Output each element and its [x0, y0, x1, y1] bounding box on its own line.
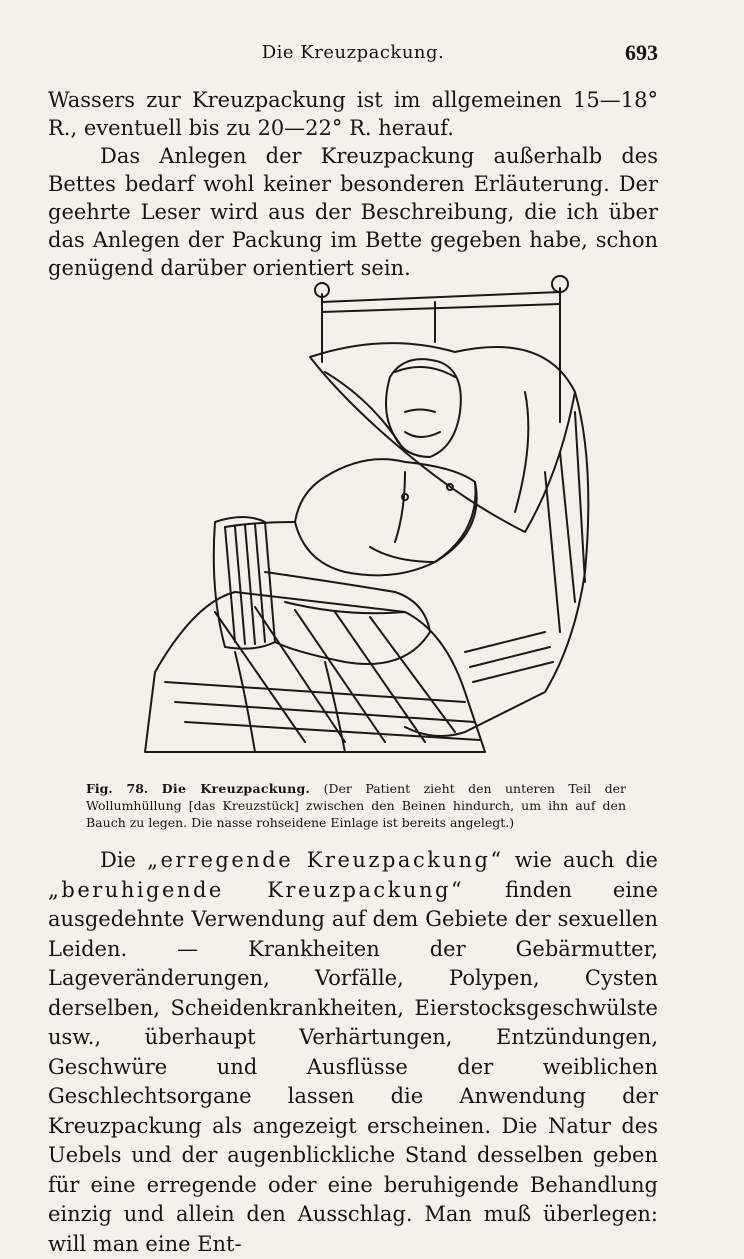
figure-caption-text: (Der Patient zieht den unteren Teil der Wollumhüllung [das Kreuzstück] zwischen den Beinen hindurch, um ihn auf den Bauch zu legen. Die nasse rohseidene Einlage ist bereits angelegt.) — [86, 781, 626, 830]
paragraph-3-term-beruhigende: „beruhigende Kreuzpackung“ — [48, 877, 465, 902]
page-number: 693 — [625, 40, 658, 65]
paragraph-3-part-a: Die — [100, 848, 148, 872]
paragraph-3-part-e: finden eine ausgedehnte Verwendung auf dem Gebiete der sexuellen Leiden. — Krankheiten der Gebärmutter, Lageveränderungen, Vorfälle, Polypen, Cysten derselben, Scheidenkrankheiten, Eierstocksgeschwülste usw., überhaupt Verhärtungen, Entzündungen, Geschwüre und Ausflüsse der weiblichen Geschlechtsorgane lassen die Anwendung der Kreuzpackung als angezeigt erscheinen. Die Natur des Uebels und der augenblickliche Stand desselben geben für eine erregende oder eine beruhigende Behandlung einzig und allein den Ausschlag. Man muß überlegen: will man eine Ent- — [48, 877, 658, 1256]
hip-packing — [265, 572, 430, 664]
text-block-bottom — [48, 846, 658, 1259]
headboard-rail — [322, 292, 560, 302]
bed-illustration — [105, 272, 605, 772]
paragraph-3-part-c: wie auch die — [503, 848, 658, 872]
blanket — [145, 592, 485, 752]
running-title: Die Kreuzpackung. — [261, 42, 445, 63]
patient-torso — [295, 459, 476, 575]
figure-caption — [86, 780, 626, 831]
text-block-top — [48, 86, 658, 282]
figure-illustration — [105, 272, 605, 772]
paragraph-1: Wassers zur Kreuzpackung ist im allgemeinen 15—18° R., eventuell bis zu 20—22° R. herauf. — [48, 88, 658, 140]
paragraph-3-term-erregende: „erregende Kreuzpackung“ — [147, 848, 504, 872]
page-header — [48, 40, 658, 70]
paragraph-3 — [48, 846, 658, 1259]
figure-title: Die Kreuzpackung. — [161, 781, 311, 796]
figure-label: Fig. 78. — [86, 781, 149, 796]
paragraph-2: Das Anlegen der Kreuzpackung außerhalb des Bettes bedarf wohl keiner besonderen Erläuterung. Der geehrte Leser wird aus der Beschreibung, die ich über das Anlegen der Packung im Bette gegeben habe, schon genügend darüber orientiert sein. — [48, 144, 658, 280]
